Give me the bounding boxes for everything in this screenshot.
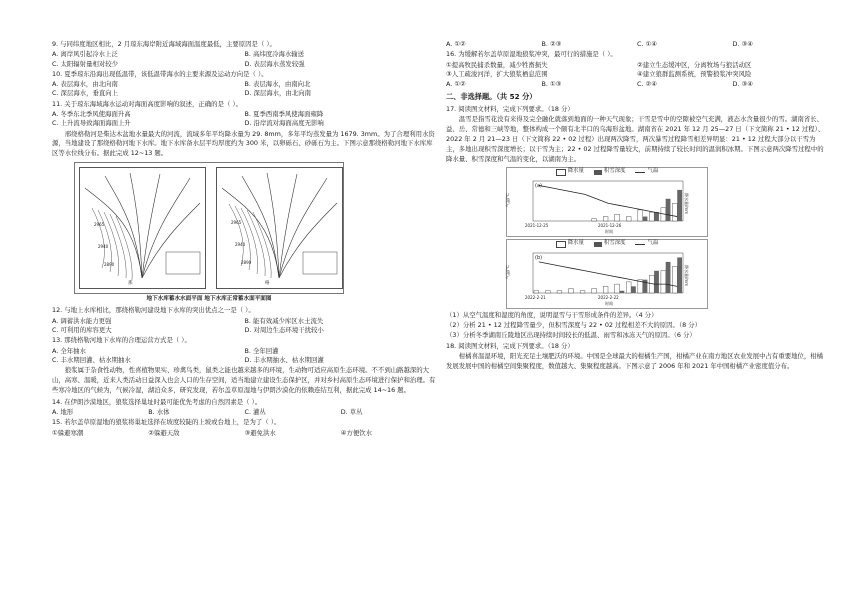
snow-bar [666,262,671,293]
chart-a [506,167,708,237]
section-heading: 二、非选择题。（共 52 分） [446,92,537,102]
passage-17: 温雪是指雪花没有来得及完全融化就落到地面的一种天气现象；干雪是雪中的空隙被空气充满，液态水含量很少的雪。湖南省长、益、岳、常德和三峡等地，整体构成一个颇有北半口的乌海形盆地。湖南省在 2021 年 12 月 25—27 日（下文简称 21 • 12 过程）、2022 年 2 月 21—23 日（下文简称 22 • 02 过程）出现两次降雪，两次暴雪过程降雪相差异明显：21 • 12 过程大部分以干雪为主，多地出现积雪深度增长；以干雪为主；22 • 02 过程降雪量较大，前期持续了较长时间的温润积冰期。下图示意两次降雪过程中的降水量、积雪深度和气温的变化，以湖南为主。 [446,115,825,163]
option: B. 能有效减少库区水土流失 [244,316,324,325]
question-15-choices [446,40,828,49]
option: A. 地形 [52,408,74,417]
subquestion-1: （1）从空气温度和湿度的角度，说明湿雪与干雪形成条件的差异。（4 分） [446,310,658,319]
precip-bar [649,212,654,221]
precip-bar [638,210,643,221]
option: A. 离岸风引起冷水上泛 [52,50,118,59]
legend-label: 降水量 [567,168,584,175]
contour-label: 2940 [235,242,246,248]
snow-bar [620,291,625,293]
y-axis-label-left: 气温/℃ [505,264,510,279]
option: D. ③④ [732,40,753,48]
place-label: 那 [128,281,133,287]
passage-14-16: 狼浆属于杂食性动物，性喜植物果实、珍禽鸟类，鼠类之能也越来越多的环境，生动物可适应高原生态环境。不不到山路越深的大山，高寒、温暖，近来人类活动日益深入也会人口的生存空间，适当地建立建设生态保护区，并对乡村高原生态环境进行保护和治理。有些寒冷地区的气候为，气候冷湿，湖泊众多，研究发现，若尔盖草原湿地与伊朗沙漠化的依赖连结互利，据此完成 14~16 题。 [52,366,436,394]
question-15-options [52,429,437,438]
y-axis-label-left: 气温/℃ [505,192,510,207]
snow-bar [677,190,682,221]
option: C. 灌丛 [244,408,266,417]
x-tick-start: 2021-12-25 [525,222,549,228]
place-label: 格 [265,281,270,287]
chart-b-legend [507,240,707,249]
question-10-options [52,80,437,99]
snow-bar [677,257,682,293]
option: D. 丰水期抽水、枯水期回灌 [244,355,324,364]
legend-label: 积雪深度 [603,168,626,175]
snow-bar [666,199,671,221]
precip-bar [557,291,562,293]
option: B. 水体 [148,408,170,417]
question-16-stem: 16. 为缓解若尔盖草原湿地狼浆冲突，最可行的措施是（ ）。 [446,50,617,59]
option: D. 草丛 [340,408,363,417]
snow-bar [643,216,648,220]
subquestion-3: （3）分析冬季湖南丘陵地区出现持续时间较长的低温、雨雪和冰冻天气的原因。（6 分） [446,331,696,340]
option: D. 沿岸流对海面高度无影响 [244,119,324,128]
snow-bar [654,271,659,293]
precip-bar [603,286,608,293]
contour-label: 2940 [98,244,109,250]
question-16-choices [446,80,828,89]
precip-bar [592,288,597,292]
option: C. ②④ [637,80,657,89]
x-axis-label: 时间 [605,228,613,234]
subquestion-2: （2）分析 21 • 12 过程降雪量少，但积雪深度与 22 • 02 过程相差不大的原因。（8 分） [446,321,701,330]
option: C. 深层海水，垂直向上 [52,89,119,98]
option: ③人工疏浚河洋，扩大狼浆栖息范围 [446,69,548,78]
x-tick-start: 2022-2-21 [525,294,546,300]
question-12-options [52,317,437,336]
option: B. 全年回灌 [244,346,279,355]
precip-bar [546,291,551,293]
option: A. ①② [446,80,466,89]
precip-bar [534,291,539,293]
plot-frame [533,181,683,221]
x-axis-label: 时间 [605,300,613,306]
question-9-stem: 9. 与同纬度地区相比，2 月琼东海岸附近海域海面温度最低，主要原因是（ ）。 [52,40,276,48]
chart-a-legend [507,168,707,177]
option: B. 夏季西南季风使海面雍降 [244,109,324,118]
option: B. ②③ [541,40,562,48]
precip-bar [615,284,620,293]
option: ④方便饮水 [340,428,373,437]
option: ②躲避天敌 [148,428,180,437]
question-13-options [52,347,437,366]
option: C. 上升流导致海面海面上升 [52,119,131,128]
precip-bar [603,216,608,220]
question-17-stem: 17. 阅读图文材料，完成下列要求。（18 分） [446,104,574,113]
option: C. 可利用的库容更大 [52,325,112,334]
panel-label: (a) [535,182,542,189]
option: D. 深层海水，由北向南 [244,89,311,98]
question-14-options [52,408,437,417]
snow-bar [631,286,636,293]
precip-bar [626,282,631,293]
option: C. ①④ [637,40,657,48]
groundwater-maps [74,162,344,294]
option: B. 高纬度冷海水输送 [244,50,305,59]
question-10-stem: 10. 夏季琼东沿海出现低温带，该低温带海水的主要来源及运动方向是（ ）。 [52,69,268,78]
left-column [52,40,437,439]
option: ①躲避寒潮 [52,428,84,437]
question-11-options [52,110,437,129]
option: ②建立生态缓冲区，分离牧场与狼活动区 [637,60,752,69]
maps-caption: 地下水库蓄水水面平面 地下水库正常蓄水面平面图 [146,296,272,303]
x-tick-mid: 2021-12-26 [598,222,622,228]
legend-label: 气温 [647,240,659,247]
option: D. 对周边生态环境干扰较小 [244,325,324,334]
precip-bar [672,266,677,293]
contour-label: 2965 [231,220,242,226]
right-column [446,40,828,374]
question-11-stem: 11. 关于琼东海域海水运动对海面高度影响的叙述，正确的是（ ）。 [52,99,242,108]
contour-label: 2965 [94,222,105,228]
option: ①提高牧民捕杀数量，减少牲畜损失 [446,60,548,69]
option: A. 冬季东北季风使海面升高 [52,109,131,118]
question-18-stem: 18. 阅读图文材料，完成下列要求。（18 分） [446,341,574,350]
option: D. 表层海水蒸发较强 [244,59,305,68]
precip-bar [626,216,631,220]
precip-bar [592,219,597,221]
option: ④建立狼群监测系统，预警狼浆冲突风险 [637,69,752,78]
legend-label: 降水量 [567,240,584,247]
precip-bar [615,214,620,221]
question-13-stem: 13. 那绕格勒河地下水库的合理运营方式是（ ）。 [52,336,191,345]
y-axis-label-right: 降水量/mm [684,264,689,286]
option: B. ①③ [541,80,562,89]
option: A. ①② [446,40,466,48]
question-16-statements [446,61,828,80]
option: D. ③④ [732,80,753,89]
legend-label: 气温 [647,168,659,175]
temperature-line [539,185,677,216]
option: B. 表层海水，由南向北 [244,80,311,89]
contour-label: 2890 [104,262,115,268]
map-left [79,167,206,289]
panel-label: (b) [535,254,543,261]
option: C. 丰水期回灌、枯水期抽水 [52,355,131,364]
option: ③避免洪水 [244,428,276,437]
precip-bar [580,291,585,293]
option: A. 表层海水，由北向南 [52,80,118,89]
question-9-options [52,50,437,69]
x-tick-mid: 2022-2-22 [598,294,619,300]
precip-bar [661,271,666,293]
option: A. 调蓄洪水能力更强 [52,316,112,325]
passage-18: 柑橘喜温湿环境，阳光充足土壤肥沃的环境。中国是全球最大的柑橘生产国，柑橘产业在南方地区农业发展中占有重要地位，柑橘发展发展中国的柑橘空间集聚程度，数值越大、集聚程度越高。下图示意了 2006 年和 2021 年中国柑橘产业密度值分布。 [446,351,824,370]
map-right [216,167,343,289]
chart-b [506,239,708,309]
snow-bar [654,212,659,221]
passage-12-13: 邢绕格勒河是柴达木盆地水量最大的河流，流域多年平均降水量为 29. 8mm，多年平均蒸发量为 1679. 3mm。为了合理利用水资源，当地建设了那绕格勒河地下水库。地下水库备水层平均厚度约为 300 米，以卵砾石、砂砾石为主。下图示意那绕格勒河地下水库库区等水位线分布。据此完成 12~13 题。 [52,129,435,158]
question-15-stem: 15. 若尔盖草原湿地的狼浆将巢址选择在坡度较陡的上坡或台地上，是为了（ ）。 [52,418,281,427]
contour-label: 2890 [241,260,252,266]
option: A. 全年抽水 [52,346,86,355]
option: C. 太阳辐射量相对较少 [52,59,119,68]
legend-label: 积雪深度 [603,240,626,247]
precip-bar [672,203,677,221]
precip-bar [569,288,574,292]
y-axis-label-right: 降水量/mm [684,192,689,214]
question-14-stem: 14. 在伊朗沙漠地区，狼浆选择巢址时最可能优先考虑的自然因素是（ ）。 [52,397,262,406]
question-12-stem: 12. 与地上水库相比，那绕格勒河建设地下水库的突出优点之一是（ ）。 [52,306,255,315]
